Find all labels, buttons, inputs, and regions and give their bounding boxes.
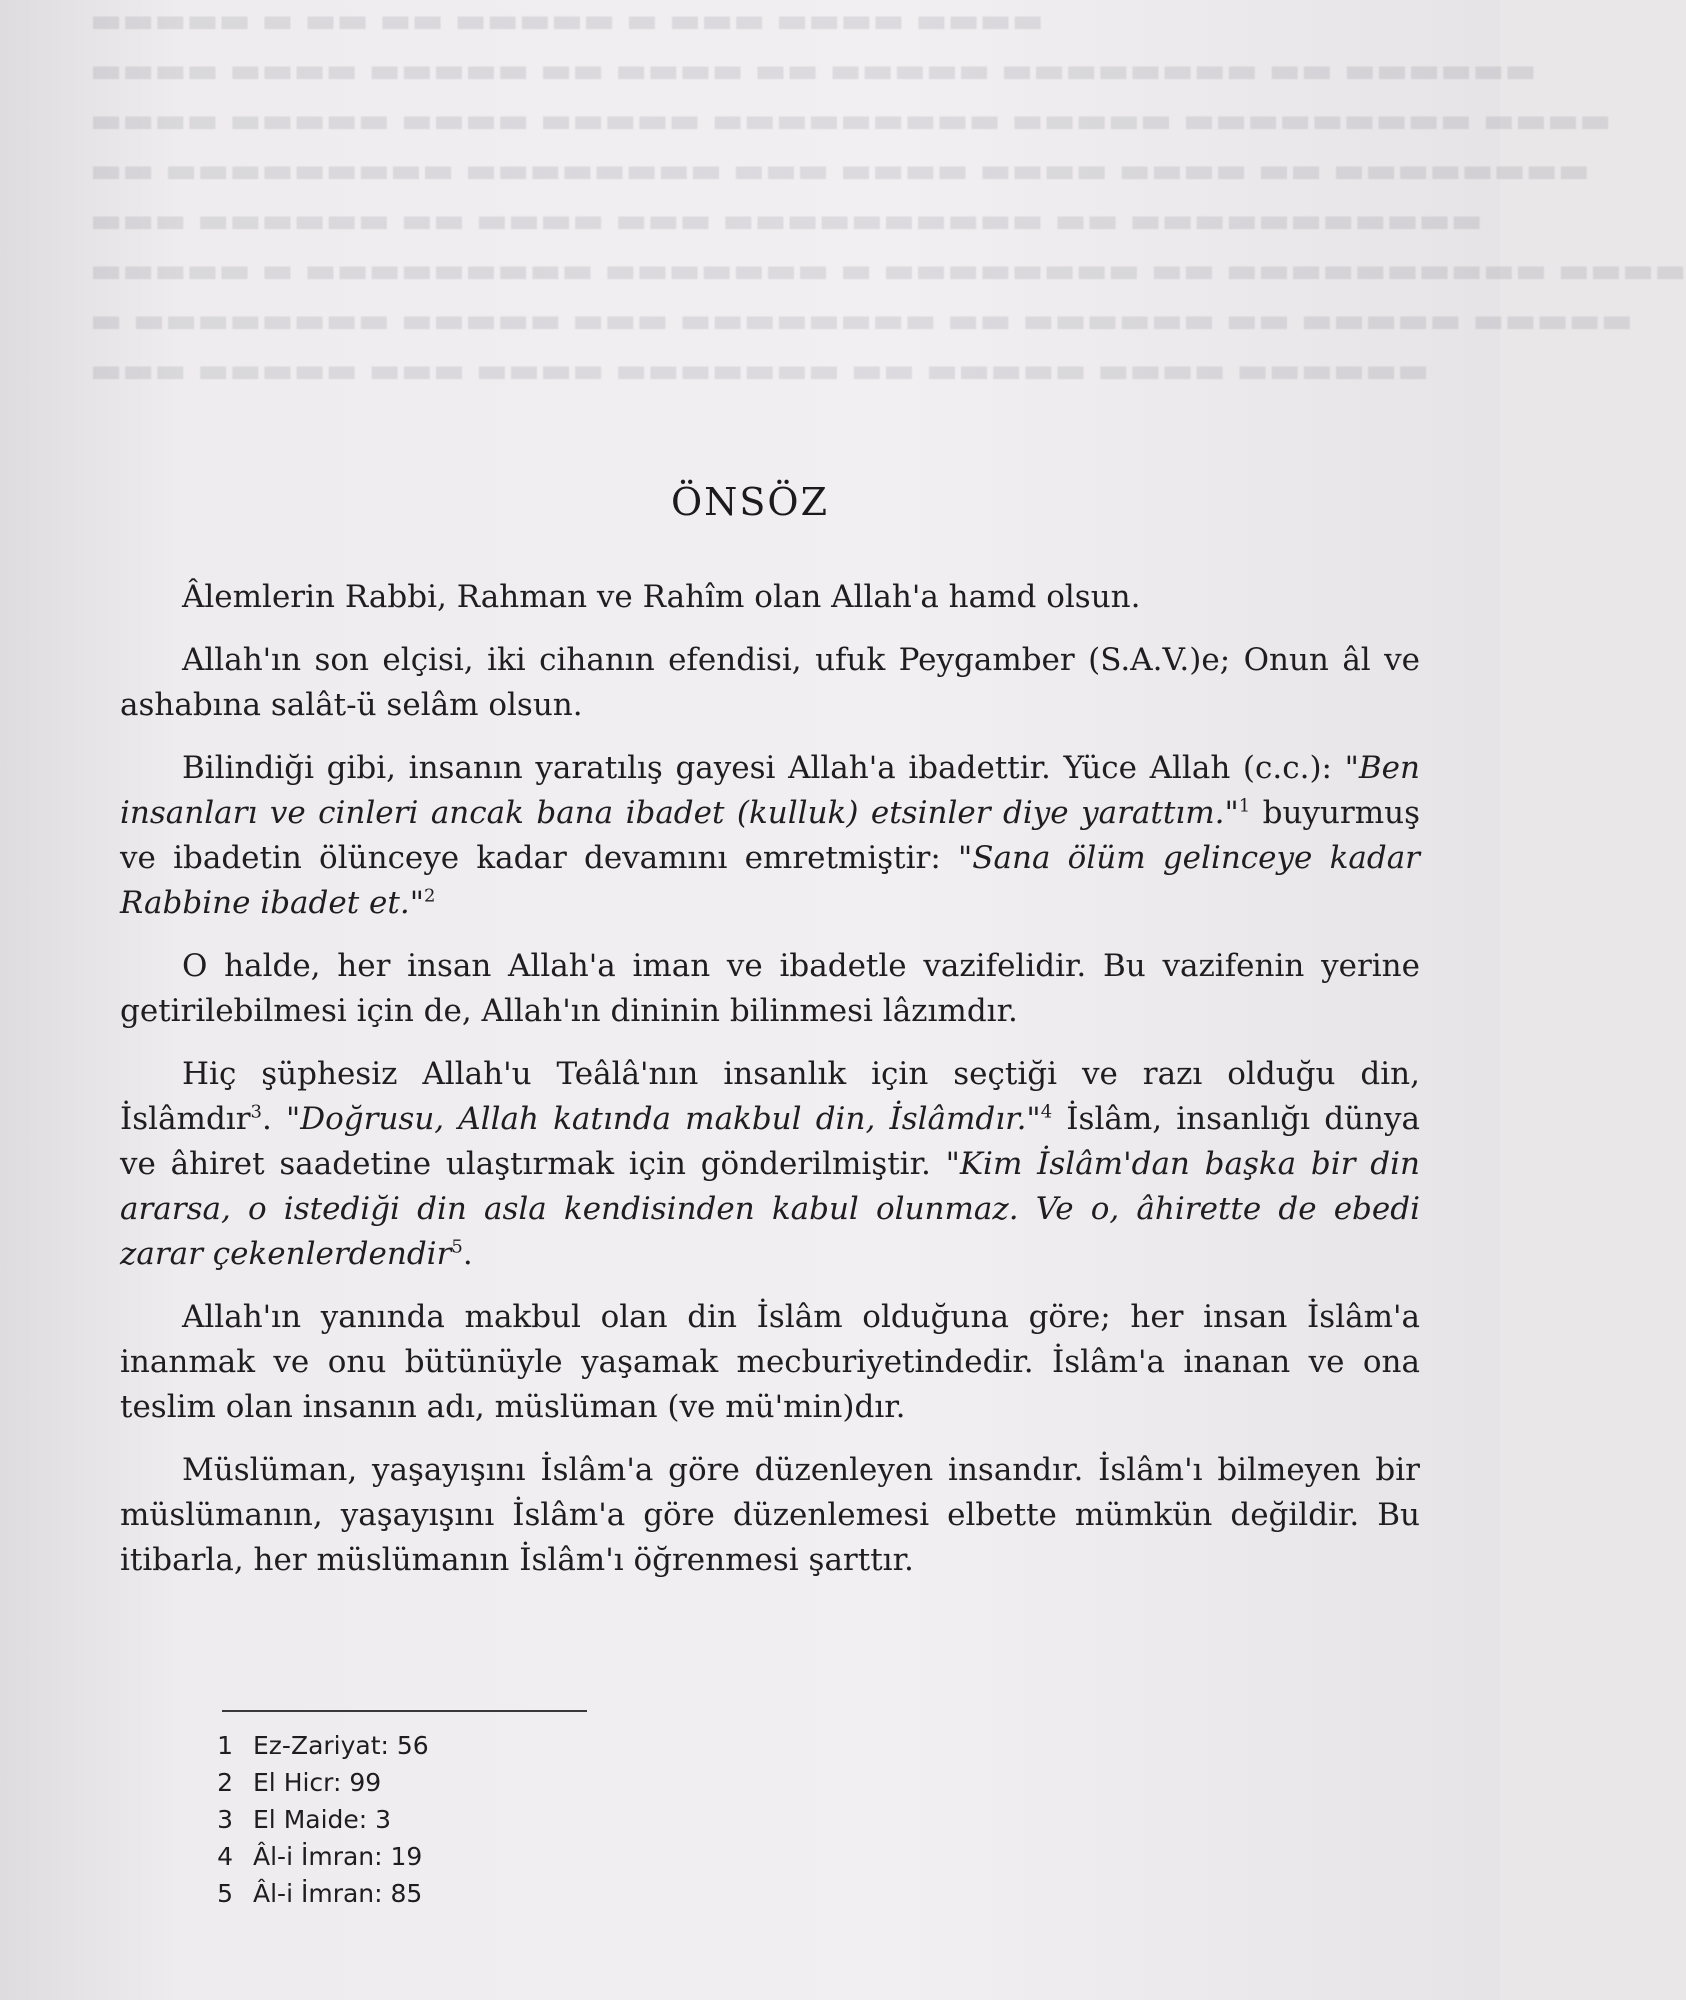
bleed-through-text: ▬▬▬ ▬▬▬▬▬ ▬▬▬ ▬▬▬▬ ▬▬▬▬▬▬▬ ▬▬ ▬▬▬▬▬ ▬▬▬▬ ▬▬▬▬▬▬ ▬ ▬▬▬▬▬▬▬▬ ▬▬▬▬▬ ▬▬▬ ▬▬▬▬▬▬▬▬ ▬▬ ▬▬▬▬▬▬ ▬▬ ▬▬▬▬▬ ▬▬▬▬▬ ▬▬▬▬▬ ▬ ▬▬▬▬▬▬▬▬▬ ▬▬▬▬▬▬▬ ▬ ▬▬▬▬▬▬▬▬ ▬▬ ▬▬▬▬▬▬▬▬▬▬ ▬▬▬▬ ▬▬▬ ▬▬▬▬▬▬ ▬▬ ▬▬▬▬ ▬▬▬ ▬▬▬▬▬▬▬▬▬▬ ▬▬ ▬▬▬▬▬▬▬▬▬▬▬ ▬▬ ▬▬▬▬▬▬▬▬▬ ▬▬▬▬▬▬▬▬ ▬▬▬ ▬▬▬▬ ▬▬▬▬ ▬▬▬▬ ▬▬ ▬▬▬▬▬▬▬▬ ▬▬▬▬ ▬▬▬▬▬ ▬▬▬▬ ▬▬▬▬▬ ▬▬▬▬▬▬▬▬▬ ▬▬▬▬▬ ▬▬▬▬▬▬▬▬▬ ▬▬▬▬ ▬▬▬▬ ▬▬▬▬ ▬▬▬▬▬ ▬▬ ▬▬▬▬ ▬▬ ▬▬▬▬▬ ▬▬▬▬▬▬▬▬ ▬▬ ▬▬▬▬▬▬ ▬▬▬▬▬ ▬ ▬▬ ▬▬ ▬▬▬▬▬ ▬ ▬▬▬ ▬▬▬▬ ▬▬▬▬ — [90, 5, 1686, 395]
footnote-item — [215, 1801, 429, 1838]
footnote-ref: 4 — [1040, 1101, 1053, 1123]
paragraph — [120, 746, 1420, 926]
footnote-number: 4 — [217, 1842, 233, 1871]
footnote-number: 1 — [217, 1731, 233, 1760]
footnotes — [215, 1727, 429, 1912]
paragraph — [120, 1448, 1420, 1583]
quote-text: "Sana ölüm gelinceye kadar Rabbine ibadet et." — [120, 840, 1420, 921]
footnote-number: 2 — [217, 1768, 233, 1797]
paragraph-text: Müslüman, yaşayışını İslâm'a göre düzenleyen insandır. İslâm'ı bilmeyen bir müslümanın, yaşayışını İslâm'a göre düzenlemesi elbette mümkün değildir. Bu itibarla, her müslümanın İslâm'ı öğrenmesi şarttır. — [120, 1452, 1420, 1578]
footnote-text: Âl-i İmran: 85 — [253, 1879, 423, 1908]
footnote-ref: 3 — [250, 1101, 262, 1123]
paragraph-text: buyurmuş ve ibadetin ölünceye kadar devamını emretmiştir: — [120, 795, 1421, 876]
paragraph-text: Âlemlerin Rabbi, Rahman ve Rahîm olan Allah'a hamd olsun. — [182, 579, 1141, 615]
page-title: ÖNSÖZ — [671, 480, 829, 525]
paragraph — [120, 1295, 1420, 1430]
paragraph — [120, 638, 1420, 728]
footnote-ref: 1 — [1238, 795, 1251, 817]
paragraph — [120, 1052, 1420, 1277]
paragraph-text: Hiç şüphesiz Allah'u Teâlâ'nın insanlık için seçtiği ve razı olduğu din, İslâmdır — [120, 1056, 1420, 1137]
paragraph-text: O halde, her insan Allah'a iman ve ibadetle vazifelidir. Bu vazifenin yerine getirilebilmesi için de, Allah'ın dininin bilinmesi lâzımdır. — [120, 948, 1420, 1029]
footnote-number: 5 — [217, 1879, 233, 1908]
footnote-divider — [222, 1710, 587, 1712]
footnote-text: Ez-Zariyat: 56 — [253, 1731, 429, 1760]
footnote-item — [215, 1764, 429, 1801]
paragraph-text: . — [261, 1101, 286, 1137]
footnote-number: 3 — [217, 1805, 233, 1834]
paragraph-text: . — [462, 1236, 473, 1272]
quote-text: "Ben insanları ve cinleri ancak bana ibadet (kulluk) etsinler diye yarattım." — [120, 750, 1420, 831]
footnote-text: El Maide: 3 — [253, 1805, 392, 1834]
paragraph-text: Allah'ın yanında makbul olan din İslâm olduğuna göre; her insan İslâm'a inanmak ve onu bütünüyle yaşamak mecburiyetindedir. İslâm'a inanan ve ona teslim olan insanın adı, müslüman (ve mü'min)dır. — [120, 1299, 1420, 1425]
footnote-text: El Hicr: 99 — [253, 1768, 382, 1797]
footnote-item — [215, 1875, 429, 1912]
preface-body — [120, 575, 1420, 1601]
footnote-item — [215, 1727, 429, 1764]
quote-text: "Doğrusu, Allah katında makbul din, İslâmdır." — [286, 1101, 1041, 1137]
paragraph — [120, 575, 1420, 620]
paragraph-text: Allah'ın son elçisi, iki cihanın efendisi, ufuk Peygamber (S.A.V.)e; Onun âl ve ashabına salât-ü selâm olsun. — [120, 642, 1420, 723]
footnote-ref: 2 — [423, 885, 436, 907]
quote-text: "Kim İslâm'dan başka bir din ararsa, o istediği din asla kendisinden kabul olunmaz. Ve o, âhirette de ebedi zarar çekenlerdendir — [120, 1146, 1420, 1272]
footnote-ref: 5 — [451, 1236, 463, 1258]
paragraph-text: İslâm, insanlığı dünya ve âhiret saadetine ulaştırmak için gönderilmiştir. — [120, 1101, 1420, 1182]
footnote-item — [215, 1838, 429, 1875]
footnote-text: Âl-i İmran: 19 — [253, 1842, 423, 1871]
paragraph-text: Bilindiği gibi, insanın yaratılış gayesi Allah'a ibadettir. Yüce Allah (c.c.): — [182, 750, 1345, 786]
paragraph — [120, 944, 1420, 1034]
